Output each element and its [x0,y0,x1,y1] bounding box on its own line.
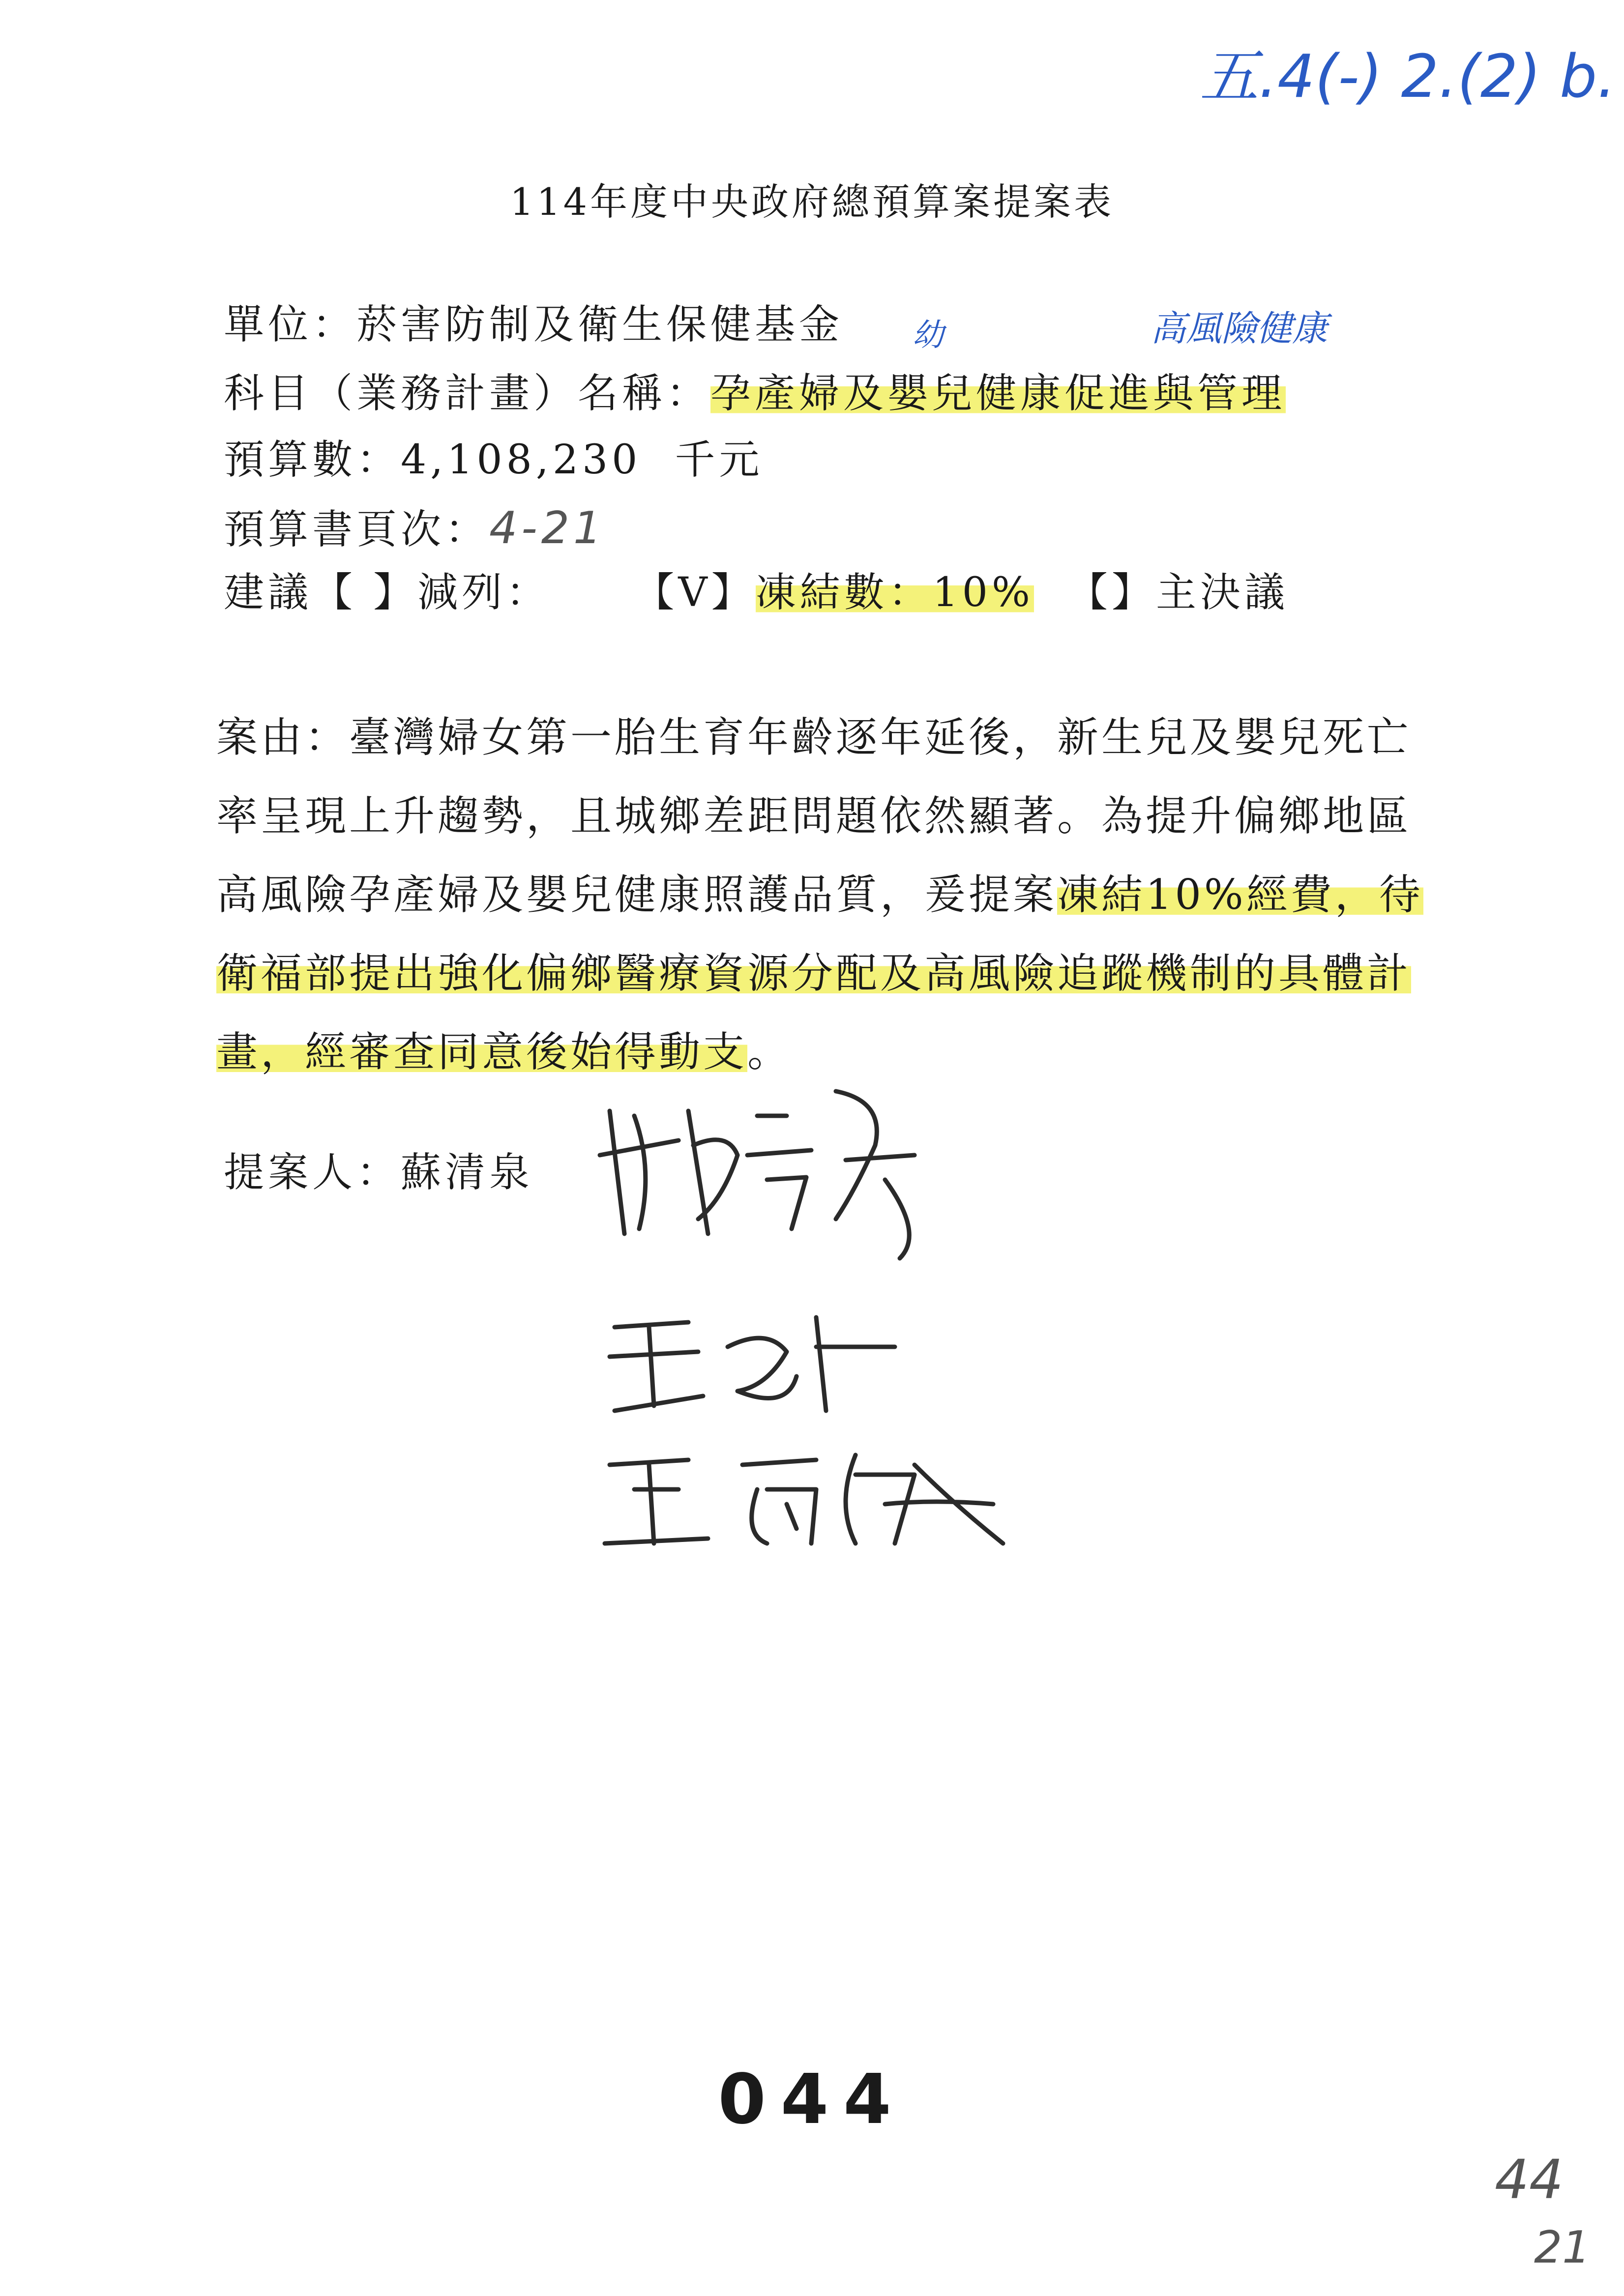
proposer-label: 提案人： [224,1149,401,1196]
option-freeze-mark: 【V】 [634,569,756,616]
proposer-value: 蘇清泉 [401,1149,534,1196]
subject-value: 孕產婦及嬰兒健康促進與管理 [710,370,1286,417]
bottom-right-note-2: 21 [1534,2222,1591,2273]
reason-end: 。 [747,1028,792,1076]
bottom-right-note-1: 44 [1495,2148,1564,2211]
budget-value: 4,108,230 [401,436,642,483]
budget-label: 預算數： [224,436,401,483]
reason-text: 臺灣婦女第一胎生育年齡逐年延後，新生兒及嬰兒死亡率呈現上升趨勢，且城鄉差距問題依然顯著。為提升偏鄉地區高風險孕產婦及嬰兒健康照護品質，爰提案 [216,713,1412,919]
budget-unit: 千元 [675,436,764,483]
reason-paragraph [216,698,1426,1091]
reason-highlight: 凍結10%經費，待衛福部提出強化偏鄉醫療資源分配及高風險追蹤機制的具體計畫，經審查同意後始得動支 [216,871,1423,1076]
suggestion-row [224,569,1289,616]
budget-page-value: 4-21 [489,502,606,554]
reason-label: 案由： [216,713,350,761]
unit-row [224,301,844,348]
option-cut: 【 】減列： [312,569,551,616]
suggestion-label: 建議 [224,569,313,616]
page-number: 044 [718,2060,906,2140]
subject-row [224,370,1286,417]
handwritten-insert-you: 幼 [912,317,944,353]
document-title: 114年度中央政府總預算案提案表 [509,180,1115,224]
option-freeze: 凍結數：10% [755,569,1034,616]
budget-page-row [224,502,606,554]
budget-page-label: 預算書頁次： [224,506,490,553]
handwritten-annotation: 五.4(-) 2.(2) b. [1200,43,1616,111]
unit-value: 菸害防制及衛生保健基金 [356,301,844,348]
budget-row [224,436,764,483]
handwritten-signatures [580,1072,1121,1563]
handwritten-insert-high-risk: 高風險健康 [1151,308,1328,349]
option-resolution: 【】主決議 [1067,569,1289,616]
subject-label: 科目（業務計畫）名稱： [224,370,711,417]
proposer-row [224,1149,534,1196]
unit-label: 單位： [224,301,357,348]
